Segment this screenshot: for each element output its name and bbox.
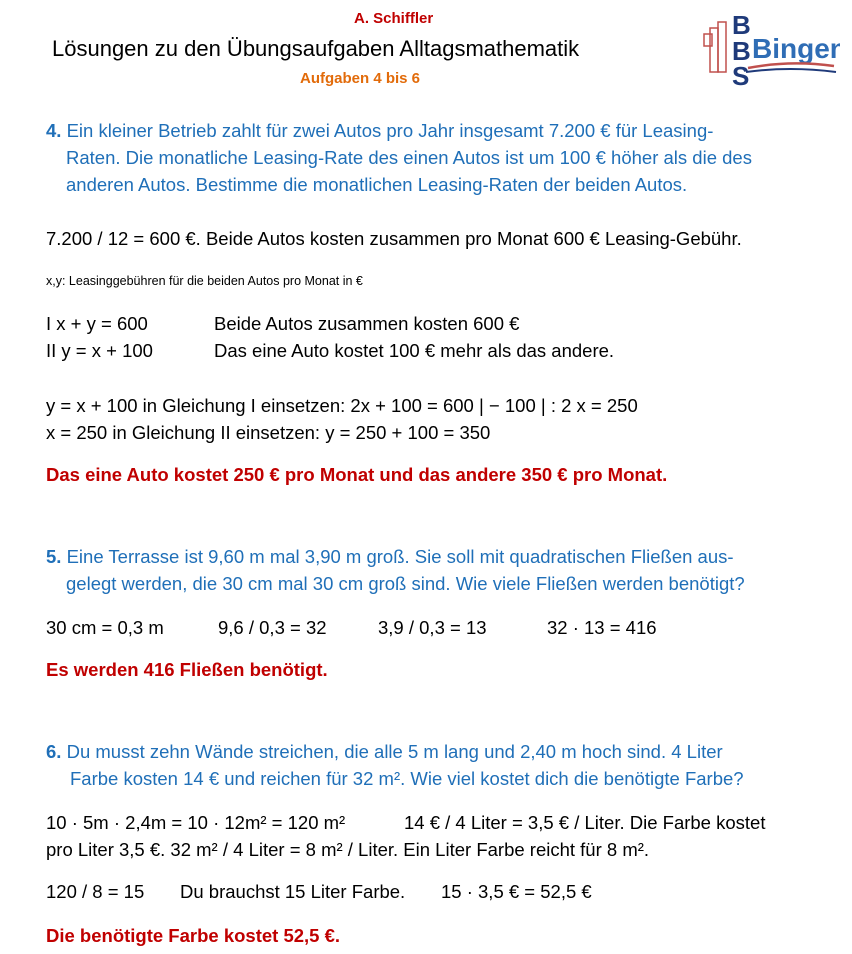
task6-statement-line2: Farbe kosten 14 € und reichen für 32 m². Wie viel kostet dich die benötigte Farbe? <box>70 768 744 789</box>
task5-calc-1: 30 cm = 0,3 m <box>46 617 164 638</box>
page-title: Lösungen zu den Übungsaufgaben Alltagsmathematik <box>52 36 580 61</box>
task4-equation-2: II y = x + 100 <box>46 340 153 361</box>
task4-equation-2-text: Das eine Auto kostet 100 € mehr als das andere. <box>214 340 615 361</box>
task5-statement-line1 <box>46 546 734 568</box>
task4-answer: Das eine Auto kostet 250 € pro Monat und das andere 350 € pro Monat. <box>46 464 668 485</box>
task4-statement-line1 <box>46 120 713 142</box>
task4-statement-line2: Raten. Die monatliche Leasing-Rate des einen Autos ist um 100 € höher als die des <box>66 147 752 168</box>
logo-letter-b2: B <box>732 36 751 66</box>
task4-substitution-2: x = 250 in Gleichung II einsetzen: y = 250 + 100 = 350 <box>46 422 491 443</box>
task4-substitution-1: y = x + 100 in Gleichung I einsetzen: 2x + 100 = 600 | − 100 | : 2 x = 250 <box>46 395 638 416</box>
task4-variables: x,y: Leasinggebühren für die beiden Autos pro Monat in € <box>46 274 363 288</box>
task5-calc-4: 32 · 13 = 416 <box>547 617 657 638</box>
task5-text-1: Eine Terrasse ist 9,60 m mal 3,90 m groß. Sie soll mit quadratischen Fließen aus- <box>66 546 734 567</box>
author: A. Schiffler <box>354 10 434 27</box>
task4-statement-line3: anderen Autos. Bestimme die monatlichen Leasing-Raten der beiden Autos. <box>66 174 688 195</box>
task6-calc-2: pro Liter 3,5 €. 32 m² / 4 Liter = 8 m² / Liter. Ein Liter Farbe reicht für 8 m². <box>46 839 650 860</box>
task4-equation-1: I x + y = 600 <box>46 313 148 334</box>
task6-statement-line1 <box>46 741 723 763</box>
task4-equation-1-text: Beide Autos zusammen kosten 600 € <box>214 313 520 334</box>
task6-calc-3a: 120 / 8 = 15 <box>46 881 145 902</box>
task4-calc-1: 7.200 / 12 = 600 €. Beide Autos kosten zusammen pro Monat 600 € Leasing-Gebühr. <box>46 228 742 249</box>
bbs-bingen-logo <box>700 8 840 88</box>
task6-calc-1a: 10 · 5m · 2,4m = 10 · 12m² = 120 m² <box>46 812 346 833</box>
task6-calc-3c: 15 · 3,5 € = 52,5 € <box>441 881 592 902</box>
task5-answer: Es werden 416 Fließen benötigt. <box>46 659 328 680</box>
task4-number: 4. <box>46 120 62 141</box>
logo-text: Bingen <box>752 33 840 64</box>
task5-calc-3: 3,9 / 0,3 = 13 <box>378 617 487 638</box>
task5-number: 5. <box>46 546 62 567</box>
task6-calc-1b: 14 € / 4 Liter = 3,5 € / Liter. Die Farbe kostet <box>404 812 766 833</box>
page-subtitle: Aufgaben 4 bis 6 <box>300 70 421 87</box>
task5-calc-2: 9,6 / 0,3 = 32 <box>218 617 327 638</box>
logo-letter-b1: B <box>732 10 751 40</box>
task6-number: 6. <box>46 741 62 762</box>
logo-letter-s: S <box>732 61 750 88</box>
task6-calc-3b: Du brauchst 15 Liter Farbe. <box>180 881 406 902</box>
task4-text-1: Ein kleiner Betrieb zahlt für zwei Autos pro Jahr insgesamt 7.200 € für Leasing- <box>66 120 714 141</box>
task6-text-1: Du musst zehn Wände streichen, die alle 5 m lang und 2,40 m hoch sind. 4 Liter <box>66 741 723 762</box>
task5-statement-line2: gelegt werden, die 30 cm mal 30 cm groß sind. Wie viele Fließen werden benötigt? <box>66 573 745 594</box>
task6-answer: Die benötigte Farbe kostet 52,5 €. <box>46 925 341 946</box>
